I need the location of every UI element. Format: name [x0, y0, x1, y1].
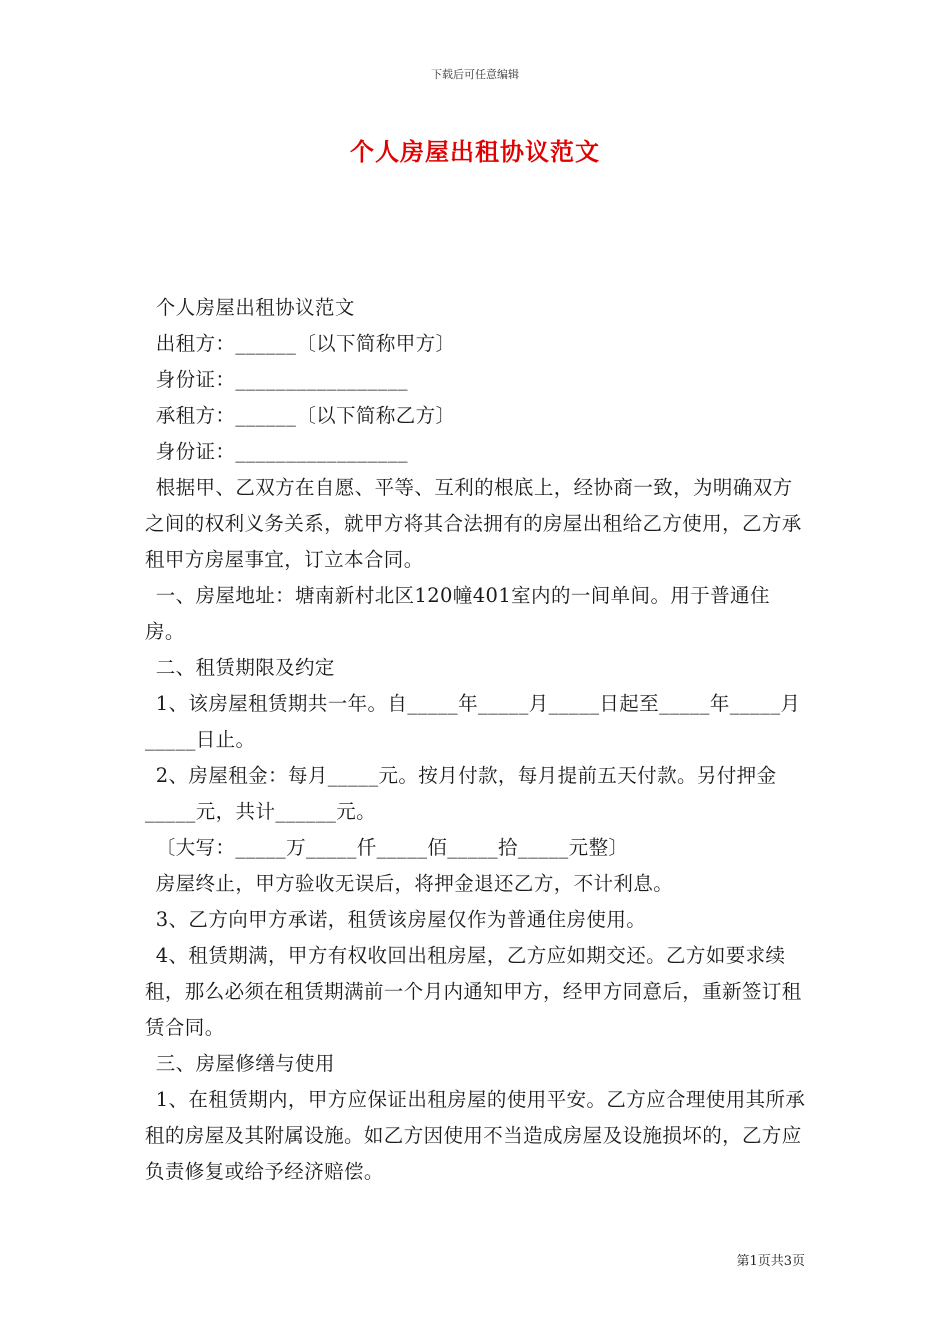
paragraph-lease-expiry: 4、租赁期满，甲方有权收回出租房屋，乙方应如期交还。乙方如要求续租，那么必须在租赁期满前一个月内通知甲方，经甲方同意后，重新签订租赁合同。 — [145, 944, 802, 1039]
paragraph-section-3-heading: 三、房屋修缮与使用 — [155, 1052, 335, 1075]
header-note: 下载后可任意编辑 — [431, 68, 519, 81]
paragraph-rent: 2、房屋租金：每月_____元。按月付款，每月提前五天付款。另付押金_____元，共计______元。 — [145, 764, 777, 823]
paragraph-lessor-id: 身份证：_________________ — [155, 368, 408, 391]
paragraph-lessor: 出租方：______〔以下简称甲方〕 — [155, 332, 456, 355]
document-body — [145, 290, 807, 1190]
paragraph-section-2-heading: 二、租赁期限及约定 — [155, 656, 335, 679]
paragraph-maintenance: 1、在租赁期内，甲方应保证出租房屋的使用平安。乙方应合理使用其所承租的房屋及其附属设施。如乙方因使用不当造成房屋及设施损坏的，乙方应负责修复或给予经济赔偿。 — [145, 1088, 806, 1183]
document-title: 个人房屋出租协议范文 — [350, 137, 600, 166]
paragraph-preamble: 根据甲、乙双方在自愿、平等、互利的根底上，经协商一致，为明确双方之间的权利义务关系，就甲方将其合法拥有的房屋出租给乙方使用，乙方承租甲方房屋事宜，订立本合同。 — [145, 476, 802, 571]
paragraph-subtitle: 个人房屋出租协议范文 — [155, 296, 355, 319]
paragraph-section-1-address: 一、房屋地址：塘南新村北区120幢401室内的一间单间。用于普通住房。 — [145, 584, 770, 643]
paragraph-lessee-id: 身份证：_________________ — [155, 440, 408, 463]
paragraph-deposit-return: 房屋终止，甲方验收无误后，将押金退还乙方，不计利息。 — [155, 872, 674, 895]
paragraph-lessee: 承租方：______〔以下简称乙方〕 — [155, 404, 456, 427]
paragraph-term: 1、该房屋租赁期共一年。自_____年_____月_____日起至_____年_____月_____日止。 — [145, 692, 801, 751]
paragraph-usage-promise: 3、乙方向甲方承诺，租赁该房屋仅作为普通住房使用。 — [155, 908, 647, 931]
paragraph-rent-uppercase: 〔大写：_____万_____仟_____佰_____拾_____元整〕 — [155, 836, 629, 859]
page-number: 第1页共3页 — [736, 1254, 805, 1269]
